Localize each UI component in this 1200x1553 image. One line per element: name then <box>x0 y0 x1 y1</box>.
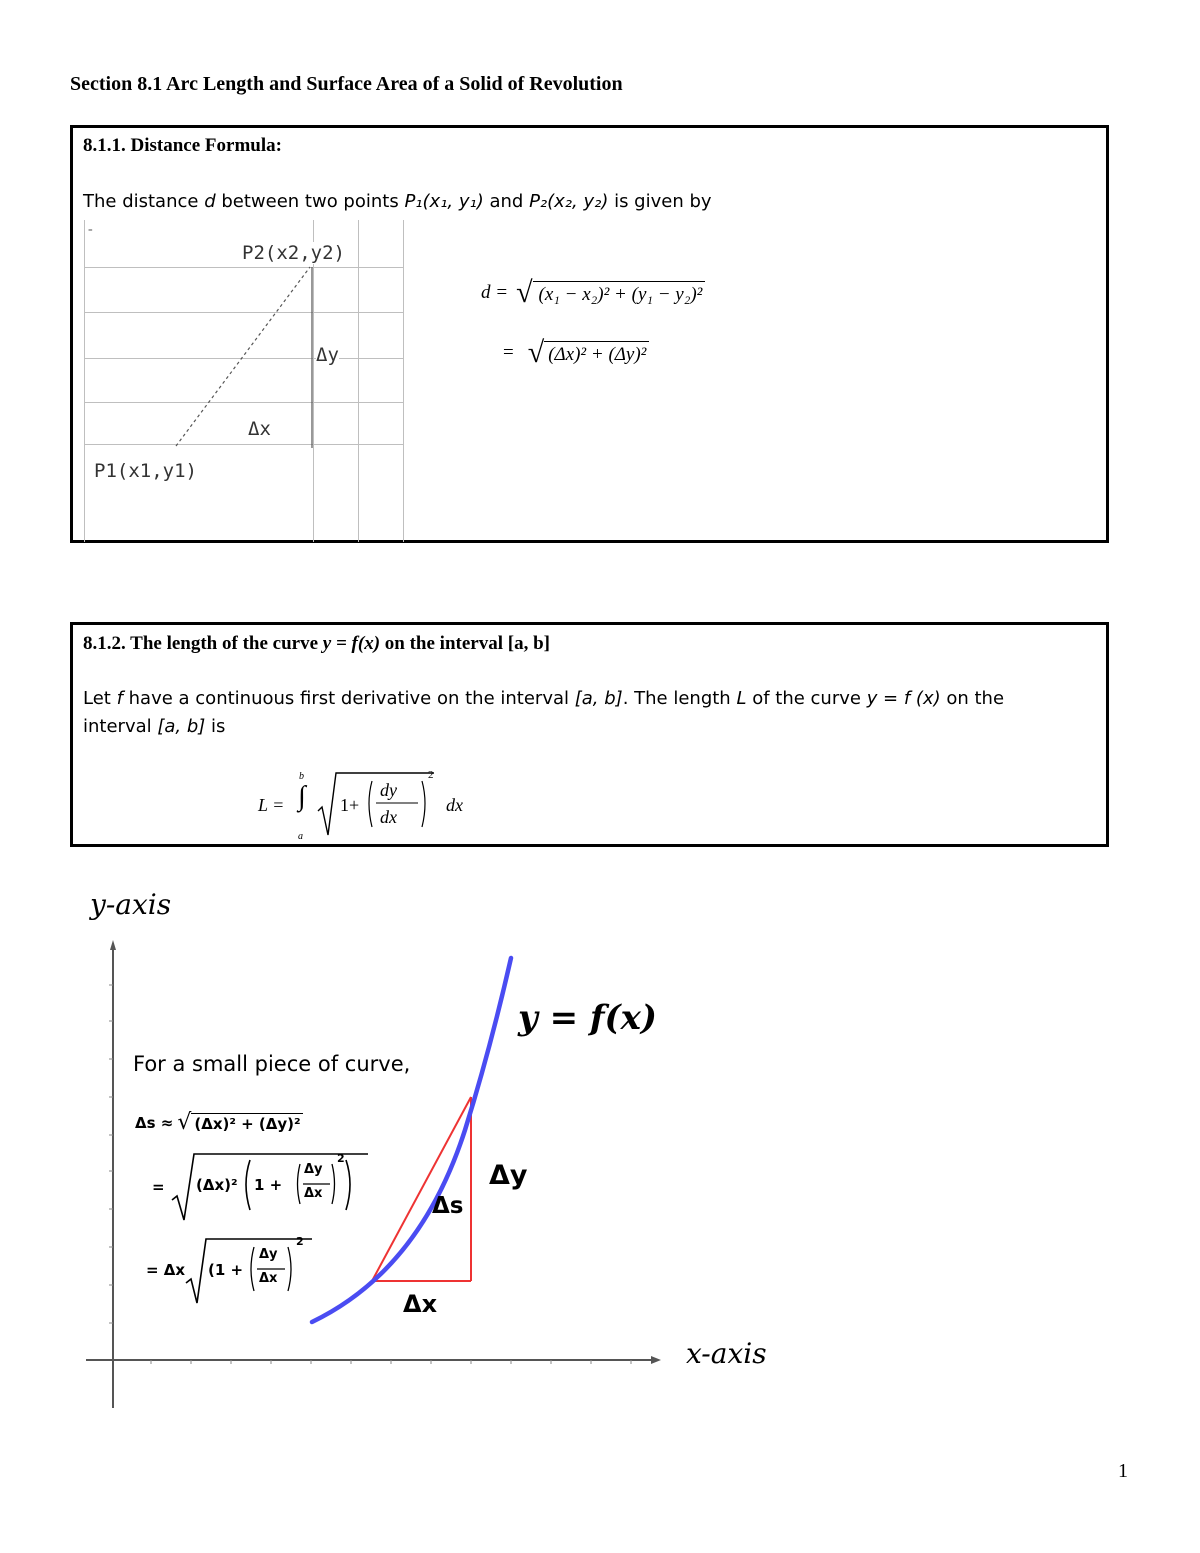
eq2-frac-den: Δx <box>304 1186 323 1201</box>
integral-differential: dx <box>446 795 463 815</box>
eq3-one-plus: (1 + <box>208 1261 244 1279</box>
formula-equals: = <box>503 342 514 363</box>
page-title: Section 8.1 Arc Length and Surface Area of a Solid of Revolution <box>70 73 623 95</box>
integral-sign: ∫ <box>298 781 306 812</box>
integral-denominator: dx <box>380 807 397 827</box>
eq2-one-plus: 1 + <box>254 1176 283 1194</box>
delta-x-graph-label: Δx <box>403 1290 438 1318</box>
distance-formula-heading: 8.1.1. Distance Formula: <box>83 135 282 156</box>
formula-lhs: d = <box>481 282 509 303</box>
integral-lower: a <box>298 831 303 842</box>
eq2-lhs: = <box>152 1178 165 1196</box>
delta-s-equation-2 <box>150 1148 370 1223</box>
arc-length-heading: 8.1.2. The length of the curve y = f(x) on the interval [a, b] <box>83 633 550 654</box>
delta-s-graph-label: Δs <box>432 1193 464 1219</box>
distance-intro: The distance d between two points P₁(x₁, y₁) and P₂(x₂, y₂) is given by <box>83 191 712 212</box>
x-axis-arrow <box>651 1356 661 1364</box>
sqrt-symbol: √ <box>516 276 533 309</box>
integral-upper: b <box>299 771 304 782</box>
sqrt-symbol-2: √ <box>527 336 545 369</box>
p1-label: P1(x1,y1) <box>94 460 197 482</box>
arc-length-para-line2: interval [a, b] is <box>83 716 226 737</box>
function-curve <box>312 958 511 1322</box>
eq3-radical <box>184 1233 314 1305</box>
eq2-frac-num: Δy <box>304 1162 323 1177</box>
eq1-radicand: (Δx)² + (Δy)² <box>191 1113 302 1133</box>
delta-s-equation-1 <box>135 1112 303 1134</box>
delta-x-label: Δx <box>248 418 271 440</box>
eq3-power: 2 <box>296 1235 304 1248</box>
delta-s-equation-3 <box>146 1233 316 1308</box>
eq3-frac-num: Δy <box>259 1247 278 1262</box>
curve-label: y = f(x) <box>518 998 657 1038</box>
delta-y-label: Δy <box>316 344 339 366</box>
delta-triangle <box>372 1097 471 1281</box>
eq1-sqrt: √ <box>177 1110 192 1135</box>
formula-radicand-2: (Δx)² + (Δy)² <box>544 341 649 366</box>
delta-y-graph-label: Δy <box>489 1160 528 1191</box>
x-axis-label: x-axis <box>686 1337 767 1370</box>
eq2-dx-squared: (Δx)² <box>196 1176 238 1194</box>
eq3-lhs: = Δx <box>146 1261 186 1279</box>
p2-label: P2(x2,y2) <box>242 242 345 264</box>
integral-numerator: dy <box>380 780 397 800</box>
y-axis-label: y-axis <box>90 888 172 921</box>
triangle-hypotenuse <box>372 1097 471 1281</box>
integral-power: 2 <box>428 769 434 781</box>
page-number: 1 <box>1118 1460 1128 1482</box>
formula-radicand-1: (x₁ − x₂)² + (y₁ − y₂)² <box>533 281 706 306</box>
y-axis-arrow <box>110 940 116 950</box>
integral-one-plus: 1+ <box>340 795 360 815</box>
eq3-frac-den: Δx <box>259 1271 278 1286</box>
arc-length-para-line1: Let f have a continuous first derivative on the interval [a, b]. The length L of the curve y = f (x) on the <box>83 688 1005 709</box>
eq2-power: 2 <box>337 1152 345 1165</box>
integral-lhs: L = <box>258 795 285 815</box>
corner-mark: - <box>88 222 93 237</box>
small-piece-note: For a small piece of curve, <box>133 1052 411 1076</box>
eq1-lhs: Δs ≈ <box>135 1114 174 1132</box>
